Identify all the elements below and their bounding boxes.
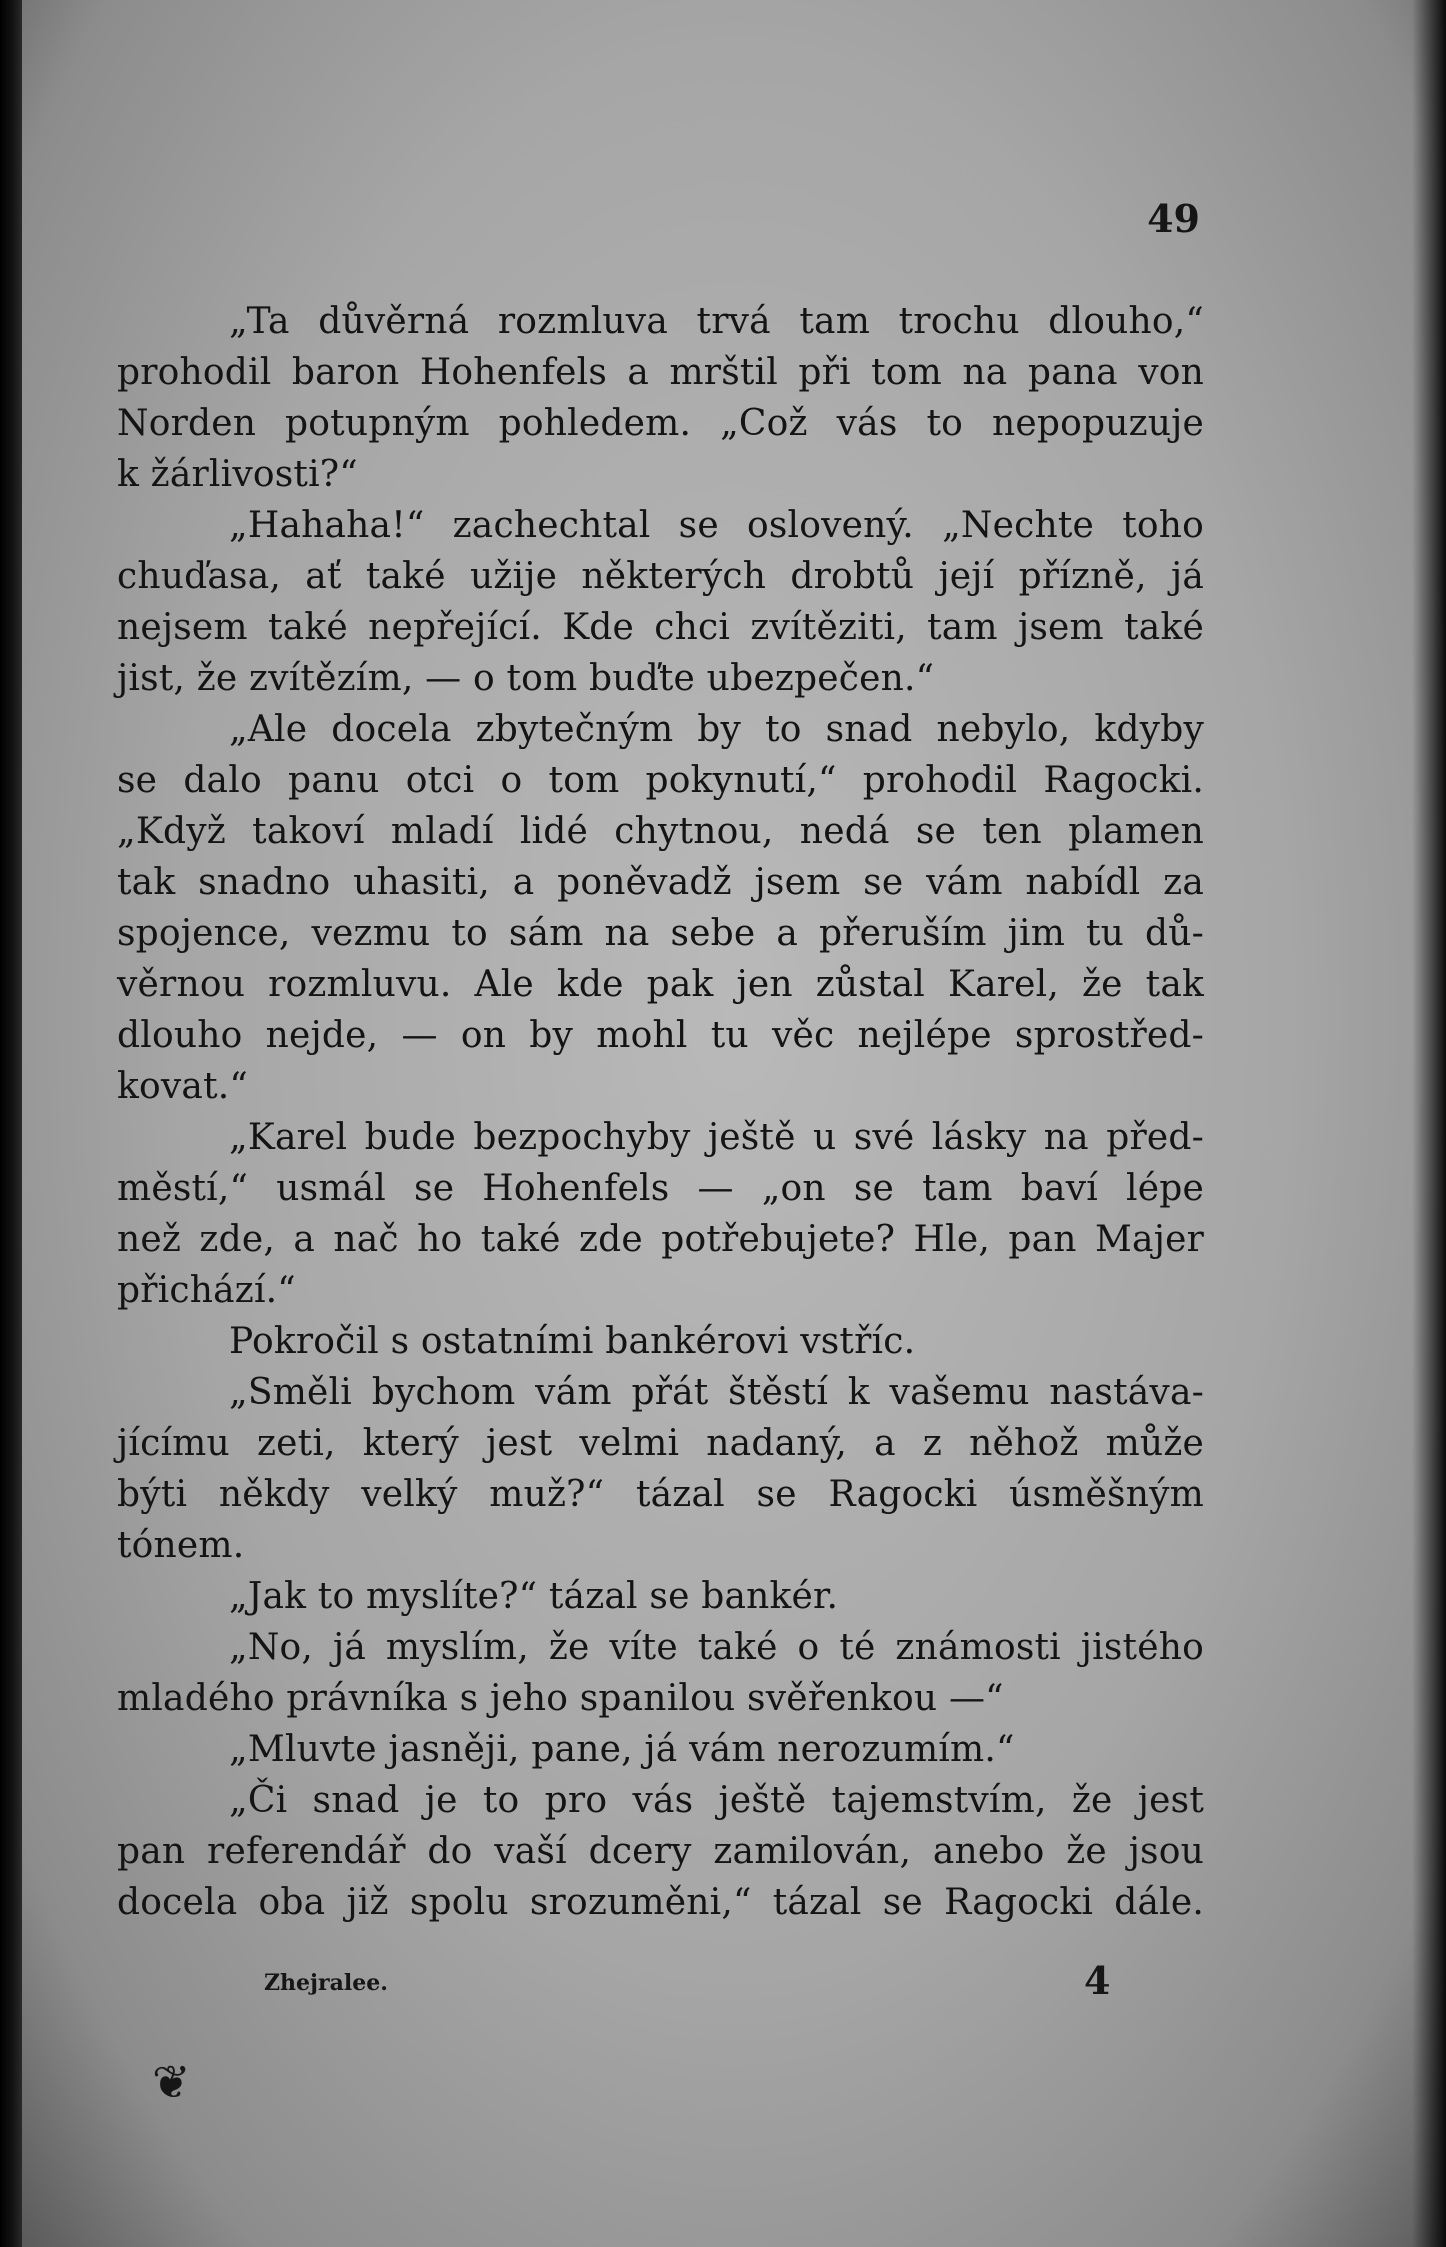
text-line: mladého právníka s jeho spanilou svěřenkou —“	[117, 1678, 1004, 1719]
text-line: jist, že zvítězím, — o tom buďte ubezpečen.“	[117, 658, 935, 699]
page-footer	[264, 1958, 1114, 2008]
text-line: městí,“ usmál se Hohenfels — „on se tam baví lépe	[117, 1168, 1204, 1209]
text-line: věrnou rozmluvu. Ale kde pak jen zůstal Karel, že tak	[117, 964, 1204, 1005]
text-line: chuďasa, ať také užije některých drobtů její přízně, já	[117, 556, 1204, 597]
text-line: nejsem také nepřející. Kde chci zvítěziti, tam jsem také	[117, 607, 1204, 648]
text-line: než zde, a nač ho také zde potřebujete? Hle, pan Majer	[117, 1219, 1204, 1260]
text-line: „Jak to myslíte?“ tázal se bankér.	[229, 1576, 839, 1617]
text-line: „Hahaha!“ zachechtal se oslovený. „Nechte toho	[229, 505, 1204, 546]
text-line: spojence, vezmu to sám na sebe a přeruším jim tu dů-	[117, 913, 1204, 954]
text-line: přichází.“	[117, 1270, 296, 1311]
book-page	[22, 0, 1446, 2247]
text-line: k žárlivosti?“	[117, 454, 358, 495]
sheet-number: 4	[1084, 1958, 1111, 2003]
text-line: „Ta důvěrná rozmluva trvá tam trochu dlouho,“	[229, 301, 1204, 342]
body-text	[117, 296, 1204, 1928]
page-edge-shadow	[1412, 0, 1446, 2247]
text-line: býti někdy velký muž?“ tázal se Ragocki úsměšným	[117, 1474, 1204, 1515]
text-line: pan referendář do vaší dcery zamilován, anebo že jsou	[117, 1831, 1204, 1872]
text-line: docela oba již spolu srozuměni,“ tázal se Ragocki dále.	[117, 1882, 1204, 1923]
text-line: jícímu zeti, který jest velmi nadaný, a z něhož může	[117, 1423, 1204, 1464]
text-line: kovat.“	[117, 1066, 249, 1107]
text-line: Pokročil s ostatními bankérovi vstříc.	[229, 1321, 916, 1362]
text-line: prohodil baron Hohenfels a mrštil při tom na pana von	[117, 352, 1204, 393]
text-line: se dalo panu otci o tom pokynutí,“ prohodil Ragocki.	[117, 760, 1204, 801]
text-line: dlouho nejde, — on by mohl tu věc nejlépe sprostřed-	[117, 1015, 1204, 1056]
text-line: „Mluvte jasněji, pane, já vám nerozumím.“	[229, 1729, 1015, 1770]
text-line: Norden potupným pohledem. „Což vás to nepopuzuje	[117, 403, 1204, 444]
text-line: „No, já myslím, že víte také o té známosti jistého	[229, 1627, 1204, 1668]
page-number: 49	[1147, 196, 1200, 241]
text-line: „Karel bude bezpochyby ještě u své lásky na před-	[229, 1117, 1204, 1158]
text-line: „Či snad je to pro vás ještě tajemstvím, že jest	[229, 1780, 1204, 1821]
text-line: „Když takoví mladí lidé chytnou, nedá se ten plamen	[117, 811, 1204, 852]
text-line: tak snadno uhasiti, a poněvadž jsem se vám nabídl za	[117, 862, 1204, 903]
text-line: „Směli bychom vám přát štěstí k vašemu nastáva-	[229, 1372, 1204, 1413]
text-line: tónem.	[117, 1525, 245, 1566]
book-spine-shadow	[0, 0, 22, 2247]
fleuron-icon: ❦	[152, 2055, 191, 2109]
printer-signature: Zhejralee.	[264, 1970, 388, 1996]
text-line: „Ale docela zbytečným by to snad nebylo, kdyby	[229, 709, 1204, 750]
